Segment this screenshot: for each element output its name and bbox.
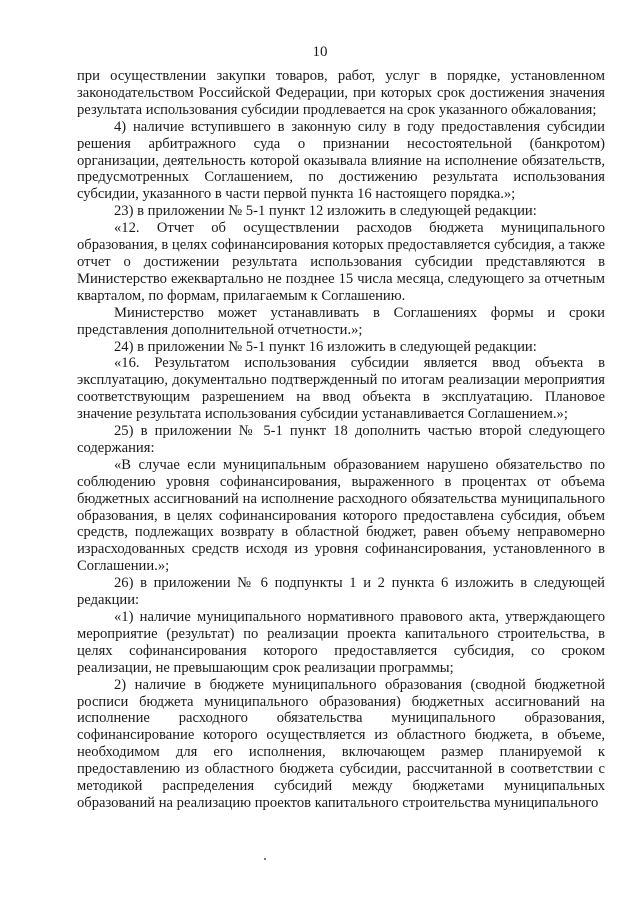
paragraph: 23) в приложении № 5-1 пункт 12 изложить в следующей редакции: — [114, 203, 537, 220]
paragraph: 4) наличие вступившего в законную силу в году предоставления субсидии решения арбитражного суда о признании несостоятельной (банкротом) организации, деятельность которой оказывала влияние на исполнение обязательств, предусмотренных Соглашением, по достижению результата использования субсидии, указанного в части первой пункта 16 настоящего порядка.»; — [77, 118, 605, 203]
paragraph: Министерство может устанавливать в Соглашениях формы и сроки представления дополнительной отчетности.»; — [77, 304, 605, 338]
paragraph: 2) наличие в бюджете муниципального образования (сводной бюджетной росписи бюджета муниципального образования) бюджетных ассигнований на исполнение расходного обязательства муниципального образования, софинансирование которого осуществляется из областного бюджета, в объеме, необходимом для его исполнения, включающем размер планируемой к предоставлению из областного бюджета субсидии, рассчитанной в соответствии с методикой распределения субсидий между бюджетами муниципальных образований на реализацию проектов капитального строительства муниципального — [77, 676, 605, 811]
paragraph: «1) наличие муниципального нормативного правового акта, утверждающего мероприятие (результат) по реализации проекта капитального строительства, в целях софинансирования которого предоставляется субсидия, со сроком реализации, не превышающим срок реализации программы; — [77, 609, 605, 676]
paragraph: 24) в приложении № 5-1 пункт 16 изложить в следующей редакции: — [114, 338, 537, 355]
paragraph: 25) в приложении № 5-1 пункт 18 дополнить частью второй следующего содержания: — [77, 423, 605, 456]
paragraph: «12. Отчет об осуществлении расходов бюджета муниципального образования, в целях софинансирования которых предоставляется субсидия, а также отчет о достижении результата использования субсидии представляются в Министерство ежеквартально не позднее 15 числа месяца, следующего за отчетным кварталом, по формам, прилагаемым к Соглашению. — [77, 220, 605, 304]
page-number: 10 — [312, 44, 328, 60]
paragraph: при осуществлении закупки товаров, работ, услуг в порядке, установленном законодательством Российской Федерации, при которых срок достижения значения результата использования субсидии продлевается на срок указанного обжалования; — [77, 68, 605, 118]
scan-speck — [264, 858, 266, 860]
paragraph: «16. Результатом использования субсидии является ввод объекта в эксплуатацию, документально подтвержденный по итогам реализации мероприятия соответствующим разрешением на ввод объекта в эксплуатацию. Плановое значение результата использования субсидии устанавливается Соглашением.»; — [77, 355, 605, 423]
paragraph: «В случае если муниципальным образованием нарушено обязательство по соблюдению уровня софинансирования, выраженного в процентах от объема бюджетных ассигнований на исполнение расходного обязательства муниципального образования, в целях софинансирования которого предоставлена субсидия, объем средств, подлежащих возврату в областной бюджет, равен объему неправомерно израсходованных средств исходя из уровня софинансирования, установленного в Соглашении.»; — [77, 456, 605, 575]
paragraph: 26) в приложении № 6 подпункты 1 и 2 пункта 6 изложить в следующей редакции: — [77, 575, 605, 609]
document-body — [77, 68, 605, 812]
